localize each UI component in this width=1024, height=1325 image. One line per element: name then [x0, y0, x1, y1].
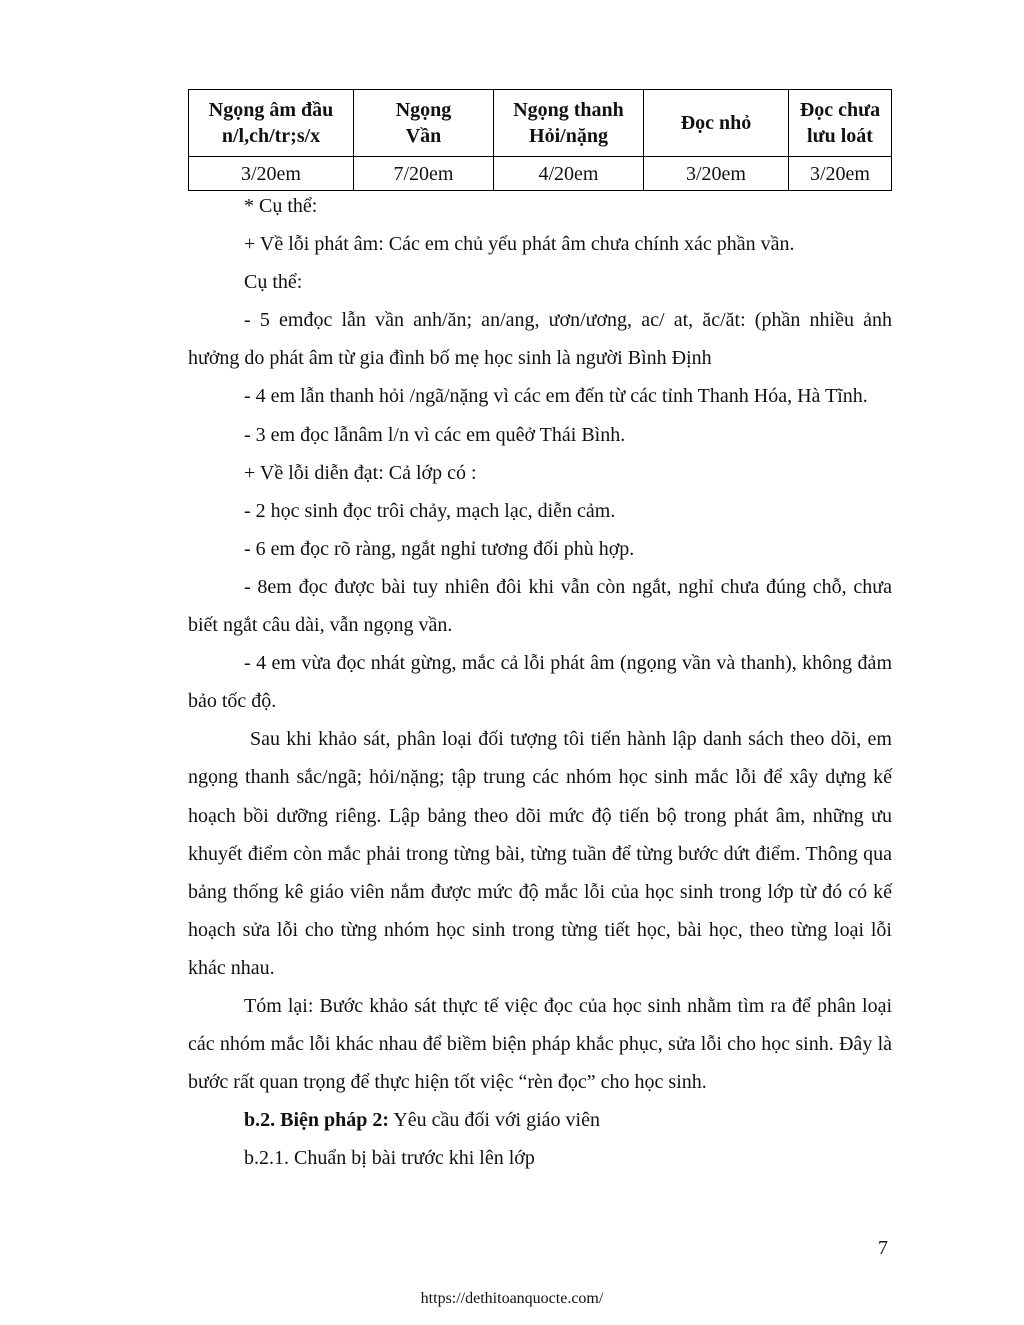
- table-header-row: [189, 90, 892, 157]
- statistics-table: [188, 89, 892, 191]
- paragraph: - 4 em vừa đọc nhát gừng, mắc cả lỗi phát âm (ngọng vần và thanh), không đảm bảo tốc độ.: [188, 652, 892, 713]
- paragraph: * Cụ thể:: [244, 195, 318, 217]
- header-tone-line1: Ngọng thanh: [513, 99, 624, 121]
- table-cell: 3/20em: [789, 157, 892, 191]
- paragraph: Cụ thể:: [244, 271, 303, 294]
- header-rhyme-line1: Ngọng: [395, 99, 452, 121]
- header-tone-line2: Hỏi/nặng: [529, 125, 608, 147]
- table-cell: 4/20em: [494, 157, 644, 191]
- paragraph: + Về lỗi diễn đạt: Cả lớp có :: [244, 461, 477, 484]
- subsection-heading: b.2.1. Chuẩn bị bài trước khi lên lớp: [244, 1147, 535, 1170]
- paragraph: - 2 học sinh đọc trôi chảy, mạch lạc, diễn cảm.: [244, 499, 616, 522]
- header-initial-sound-line2: n/l,ch/tr;s/x: [221, 125, 321, 147]
- paragraph: Sau khi khảo sát, phân loại đối tượng tôi tiến hành lập danh sách theo dõi, em ngọng thanh sắc/ngã; hỏi/nặng; tập trung các nhóm học sinh mắc lỗi để xây dựng kế hoạch bồi dưỡng riêng. Lập bảng theo dõi mức độ tiến bộ trong phát âm, những ưu khuyết điểm còn mắc phải trong từng bài, từng tuần để từng bước dứt điểm. Thông qua bảng thống kê giáo viên nắm được mức độ mắc lỗi của học sinh trong lớp từ đó có kế hoạch sửa lỗi cho từng nhóm học sinh trong từng tiết học, bài học, theo từng loại lỗi khác nhau.: [188, 728, 892, 979]
- footer-url[interactable]: https://dethitoanquocte.com/: [420, 1290, 604, 1307]
- measure-label: b.2. Biện pháp 2:: [244, 1109, 390, 1132]
- table-cell: 3/20em: [189, 157, 354, 191]
- header-not-fluent: [789, 90, 892, 157]
- paragraph: - 5 emđọc lẫn vần anh/ăn; an/ang, ươn/ương, ac/ at, ăc/ăt: (phần nhiều ảnh hưởng do phát âm từ gia đình bố mẹ học sinh là người Bình Định: [188, 309, 892, 370]
- paragraph: - 6 em đọc rõ ràng, ngắt nghỉ tương đối phù hợp.: [244, 537, 635, 560]
- header-rhyme-line2: Vần: [405, 125, 442, 147]
- paragraph: - 4 em lẫn thanh hỏi /ngã/nặng vì các em đến từ các tỉnh Thanh Hóa, Hà Tĩnh.: [244, 385, 868, 408]
- paragraph: + Về lỗi phát âm: Các em chủ yếu phát âm chưa chính xác phần vần.: [244, 233, 795, 256]
- measure-text: Yêu cầu đối với giáo viên: [389, 1109, 600, 1132]
- table-row: [189, 157, 892, 191]
- paragraph: Tóm lại: Bước khảo sát thực tế việc đọc của học sinh nhằm tìm ra để phân loại các nhóm mắc lỗi khác nhau để biềm biện pháp khắc phục, sửa lỗi cho học sinh. Đây là bước rất quan trọng để thực hiện tốt việc “rèn đọc” cho học sinh.: [188, 994, 892, 1094]
- table-cell: 3/20em: [644, 157, 789, 191]
- header-rhyme: [354, 90, 494, 157]
- paragraph: - 3 em đọc lẫnâm l/n vì các em quêở Thái Bình.: [244, 423, 626, 446]
- paragraph: - 8em đọc được bài tuy nhiên đôi khi vẫn còn ngắt, nghỉ chưa đúng chỗ, chưa biết ngắt câu dài, vẫn ngọng vần.: [188, 575, 892, 637]
- header-quiet-reading-line1: Đọc nhỏ: [680, 112, 752, 134]
- header-quiet-reading: [644, 90, 789, 157]
- page-number: 7: [878, 1237, 888, 1259]
- body-text: [188, 187, 892, 1177]
- header-not-fluent-line2: lưu loát: [807, 125, 873, 147]
- measure-heading: [188, 1101, 892, 1139]
- table-cell: 7/20em: [354, 157, 494, 191]
- header-initial-sound-line1: Ngọng âm đầu: [208, 99, 334, 121]
- header-tone: [494, 90, 644, 157]
- header-initial-sound: [189, 90, 354, 157]
- header-not-fluent-line1: Đọc chưa: [799, 99, 881, 121]
